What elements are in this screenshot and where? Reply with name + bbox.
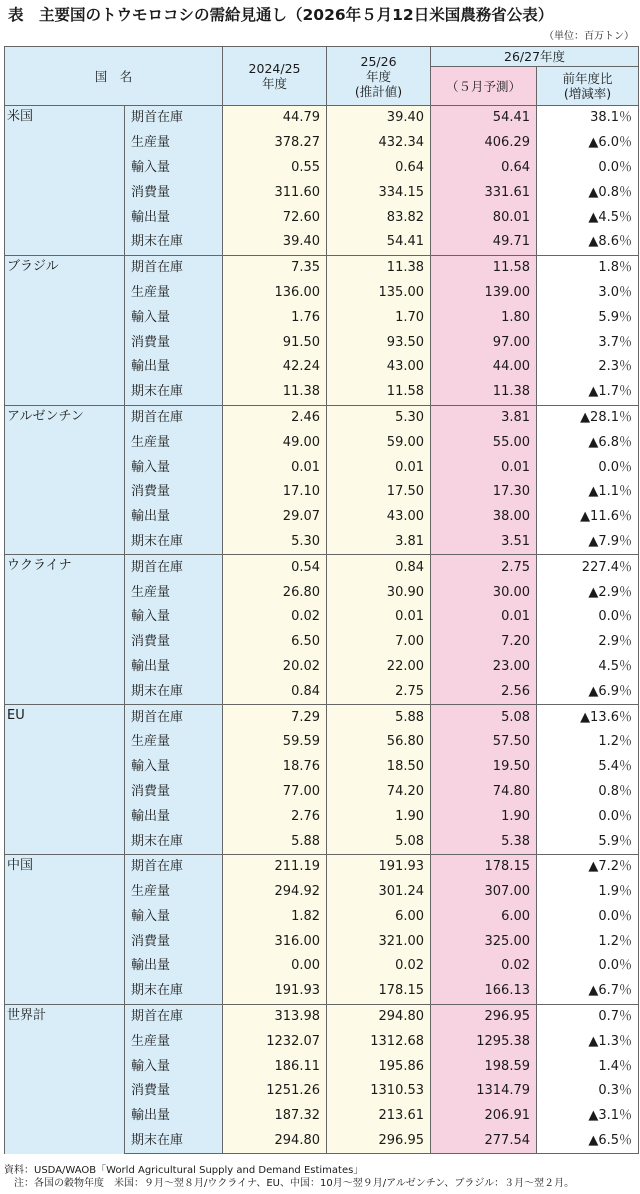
value-25-26: 0.01 [327,455,431,480]
value-yoy-change: 5.4％ [537,755,639,780]
row-item-label: 生産量 [125,730,223,755]
row-item-label: 輸出量 [125,655,223,680]
value-25-26: 3.81 [327,530,431,555]
value-2024-25: 6.50 [223,630,327,655]
row-item-label: 生産量 [125,430,223,455]
value-2024-25: 294.80 [223,1129,327,1154]
value-26-27-forecast: 2.56 [431,679,537,704]
value-25-26: 5.08 [327,829,431,854]
value-25-26: 135.00 [327,281,431,306]
value-yoy-change: ▲6.9％ [537,679,639,704]
country-name: 世界計 [5,1004,125,1154]
value-26-27-forecast: 198.59 [431,1054,537,1079]
value-yoy-change: ▲3.1％ [537,1104,639,1129]
value-2024-25: 77.00 [223,780,327,805]
value-26-27-forecast: 2.75 [431,555,537,580]
value-yoy-change: ▲4.5％ [537,205,639,230]
row-item-label: 生産量 [125,281,223,306]
header-change: 前年度比 (増減率) [537,67,639,106]
value-2024-25: 1.82 [223,905,327,930]
value-yoy-change: ▲0.8％ [537,180,639,205]
value-26-27-forecast: 166.13 [431,979,537,1004]
row-item-label: 生産量 [125,580,223,605]
value-26-27-forecast: 277.54 [431,1129,537,1154]
value-26-27-forecast: 74.80 [431,780,537,805]
country-name: アルゼンチン [5,405,125,555]
value-yoy-change: 0.8％ [537,780,639,805]
row-item-label: 期末在庫 [125,679,223,704]
value-2024-25: 20.02 [223,655,327,680]
value-26-27-forecast: 1314.79 [431,1079,537,1104]
value-25-26: 17.50 [327,480,431,505]
value-26-27-forecast: 331.61 [431,180,537,205]
value-yoy-change: ▲2.9％ [537,580,639,605]
value-2024-25: 1251.26 [223,1079,327,1104]
value-2024-25: 7.29 [223,705,327,730]
row-item-label: 消費量 [125,929,223,954]
value-25-26: 6.00 [327,905,431,930]
row-item-label: 消費量 [125,1079,223,1104]
value-yoy-change: 1.2％ [537,730,639,755]
value-2024-25: 29.07 [223,505,327,530]
value-2024-25: 0.02 [223,605,327,630]
value-2024-25: 91.50 [223,330,327,355]
row-item-label: 輸出量 [125,954,223,979]
country-name: EU [5,705,125,855]
value-25-26: 39.40 [327,106,431,131]
header-2024-25: 2024/25 年度 [223,47,327,106]
value-26-27-forecast: 11.58 [431,255,537,280]
value-2024-25: 311.60 [223,180,327,205]
value-26-27-forecast: 7.20 [431,630,537,655]
row-item-label: 輸入量 [125,605,223,630]
source-note: 資料：USDA/WAOB「World Agricultural Supply and Demand Estimates」 [4,1165,364,1176]
country-name: ブラジル [5,255,125,405]
row-item-label: 期末在庫 [125,979,223,1004]
value-yoy-change: ▲11.6％ [537,505,639,530]
value-26-27-forecast: 3.51 [431,530,537,555]
row-item-label: 期首在庫 [125,1004,223,1029]
row-item-label: 期末在庫 [125,829,223,854]
season-note: 注：各国の穀物年度 米国：９月～翌８月/ウクライナ、EU、中国：10月～翌９月/アルゼンチン、ブラジル：３月～翌２月。 [4,1178,575,1189]
row-item-label: 期末在庫 [125,1129,223,1154]
table-row [5,255,639,280]
table-row [5,555,639,580]
header-country: 国 名 [5,47,223,106]
value-25-26: 7.00 [327,630,431,655]
value-2024-25: 39.40 [223,230,327,255]
value-2024-25: 2.46 [223,405,327,430]
value-26-27-forecast: 5.38 [431,829,537,854]
value-yoy-change: 4.5％ [537,655,639,680]
value-yoy-change: 1.8％ [537,255,639,280]
header-26-27-group: 26/27年度 [431,47,639,67]
value-26-27-forecast: 0.02 [431,954,537,979]
value-yoy-change: 1.2％ [537,929,639,954]
row-item-label: 輸入量 [125,305,223,330]
row-item-label: 消費量 [125,480,223,505]
row-item-label: 消費量 [125,780,223,805]
value-yoy-change: ▲8.6％ [537,230,639,255]
value-26-27-forecast: 97.00 [431,330,537,355]
value-25-26: 432.34 [327,131,431,156]
value-25-26: 1312.68 [327,1029,431,1054]
value-yoy-change: 3.7％ [537,330,639,355]
value-25-26: 74.20 [327,780,431,805]
value-26-27-forecast: 38.00 [431,505,537,530]
value-yoy-change: ▲6.0％ [537,131,639,156]
value-2024-25: 42.24 [223,355,327,380]
value-25-26: 213.61 [327,1104,431,1129]
row-item-label: 輸入量 [125,1054,223,1079]
value-26-27-forecast: 307.00 [431,880,537,905]
value-25-26: 30.90 [327,580,431,605]
value-2024-25: 191.93 [223,979,327,1004]
value-26-27-forecast: 206.91 [431,1104,537,1129]
value-26-27-forecast: 3.81 [431,405,537,430]
value-25-26: 43.00 [327,355,431,380]
value-yoy-change: ▲1.7％ [537,380,639,405]
value-2024-25: 1232.07 [223,1029,327,1054]
value-26-27-forecast: 325.00 [431,929,537,954]
value-2024-25: 136.00 [223,281,327,306]
row-item-label: 輸入量 [125,455,223,480]
row-item-label: 消費量 [125,180,223,205]
value-25-26: 2.75 [327,679,431,704]
row-item-label: 期末在庫 [125,380,223,405]
value-25-26: 59.00 [327,430,431,455]
value-26-27-forecast: 80.01 [431,205,537,230]
header-forecast: （５月予測） [431,67,537,106]
value-2024-25: 44.79 [223,106,327,131]
value-2024-25: 0.54 [223,555,327,580]
value-25-26: 93.50 [327,330,431,355]
value-25-26: 0.84 [327,555,431,580]
table-row [5,106,639,131]
value-2024-25: 313.98 [223,1004,327,1029]
row-item-label: 期末在庫 [125,230,223,255]
row-item-label: 消費量 [125,630,223,655]
value-25-26: 43.00 [327,505,431,530]
country-name: ウクライナ [5,555,125,705]
value-25-26: 5.30 [327,405,431,430]
value-25-26: 11.58 [327,380,431,405]
value-2024-25: 0.84 [223,679,327,704]
value-26-27-forecast: 55.00 [431,430,537,455]
row-item-label: 輸入量 [125,755,223,780]
value-25-26: 321.00 [327,929,431,954]
value-25-26: 178.15 [327,979,431,1004]
table-row [5,854,639,879]
row-item-label: 輸入量 [125,905,223,930]
value-26-27-forecast: 30.00 [431,580,537,605]
value-25-26: 54.41 [327,230,431,255]
value-2024-25: 2.76 [223,804,327,829]
value-2024-25: 211.19 [223,854,327,879]
value-yoy-change: ▲7.2％ [537,854,639,879]
value-yoy-change: 5.9％ [537,305,639,330]
row-item-label: 期首在庫 [125,854,223,879]
value-yoy-change: 0.0％ [537,905,639,930]
value-26-27-forecast: 17.30 [431,480,537,505]
value-yoy-change: 0.3％ [537,1079,639,1104]
value-26-27-forecast: 0.64 [431,156,537,181]
row-item-label: 期首在庫 [125,705,223,730]
value-26-27-forecast: 1.90 [431,804,537,829]
value-26-27-forecast: 139.00 [431,281,537,306]
row-item-label: 輸出量 [125,505,223,530]
value-26-27-forecast: 5.08 [431,705,537,730]
value-2024-25: 5.30 [223,530,327,555]
value-yoy-change: ▲28.1％ [537,405,639,430]
value-yoy-change: 227.4％ [537,555,639,580]
value-2024-25: 378.27 [223,131,327,156]
value-yoy-change: ▲1.1％ [537,480,639,505]
value-25-26: 18.50 [327,755,431,780]
value-25-26: 1.90 [327,804,431,829]
value-25-26: 83.82 [327,205,431,230]
value-26-27-forecast: 44.00 [431,355,537,380]
unit-label: （単位：百万トン） [544,31,634,42]
value-2024-25: 5.88 [223,829,327,854]
row-item-label: 期首在庫 [125,555,223,580]
value-25-26: 1310.53 [327,1079,431,1104]
country-name: 中国 [5,854,125,1004]
value-2024-25: 0.01 [223,455,327,480]
table-title: 表 主要国のトウモロコシの需給見通し（2026年５月12日米国農務省公表） [8,6,554,24]
row-item-label: 期末在庫 [125,530,223,555]
value-yoy-change: 1.4％ [537,1054,639,1079]
row-item-label: 輸出量 [125,355,223,380]
row-item-label: 輸出量 [125,804,223,829]
value-2024-25: 59.59 [223,730,327,755]
value-2024-25: 187.32 [223,1104,327,1129]
value-26-27-forecast: 57.50 [431,730,537,755]
value-26-27-forecast: 178.15 [431,854,537,879]
row-item-label: 生産量 [125,880,223,905]
value-yoy-change: 3.0％ [537,281,639,306]
value-yoy-change: 0.0％ [537,156,639,181]
value-25-26: 11.38 [327,255,431,280]
value-yoy-change: 2.9％ [537,630,639,655]
corn-supply-demand-table [4,46,639,1154]
row-item-label: 輸入量 [125,156,223,181]
value-2024-25: 7.35 [223,255,327,280]
row-item-label: 消費量 [125,330,223,355]
value-yoy-change: 38.1％ [537,106,639,131]
header-25-26: 25/26 年度 (推計値) [327,47,431,106]
value-26-27-forecast: 0.01 [431,605,537,630]
row-item-label: 生産量 [125,131,223,156]
value-2024-25: 0.00 [223,954,327,979]
value-yoy-change: 0.7％ [537,1004,639,1029]
table-row [5,1004,639,1029]
table-row [5,705,639,730]
value-2024-25: 316.00 [223,929,327,954]
value-2024-25: 49.00 [223,430,327,455]
value-25-26: 301.24 [327,880,431,905]
value-25-26: 5.88 [327,705,431,730]
value-2024-25: 26.80 [223,580,327,605]
value-25-26: 296.95 [327,1129,431,1154]
value-25-26: 334.15 [327,180,431,205]
value-26-27-forecast: 49.71 [431,230,537,255]
value-26-27-forecast: 406.29 [431,131,537,156]
value-yoy-change: ▲6.8％ [537,430,639,455]
value-2024-25: 0.55 [223,156,327,181]
value-2024-25: 18.76 [223,755,327,780]
value-yoy-change: 0.0％ [537,804,639,829]
value-yoy-change: ▲6.7％ [537,979,639,1004]
value-26-27-forecast: 0.01 [431,455,537,480]
value-25-26: 56.80 [327,730,431,755]
value-26-27-forecast: 54.41 [431,106,537,131]
value-yoy-change: ▲1.3％ [537,1029,639,1054]
value-yoy-change: ▲13.6％ [537,705,639,730]
value-yoy-change: ▲6.5％ [537,1129,639,1154]
value-2024-25: 11.38 [223,380,327,405]
value-2024-25: 17.10 [223,480,327,505]
value-yoy-change: 0.0％ [537,455,639,480]
value-25-26: 191.93 [327,854,431,879]
value-yoy-change: 2.3％ [537,355,639,380]
country-name: 米国 [5,106,125,256]
value-2024-25: 72.60 [223,205,327,230]
value-yoy-change: 1.9％ [537,880,639,905]
value-2024-25: 294.92 [223,880,327,905]
value-26-27-forecast: 1295.38 [431,1029,537,1054]
value-2024-25: 1.76 [223,305,327,330]
value-25-26: 1.70 [327,305,431,330]
value-2024-25: 186.11 [223,1054,327,1079]
value-25-26: 22.00 [327,655,431,680]
value-yoy-change: 0.0％ [537,605,639,630]
value-26-27-forecast: 1.80 [431,305,537,330]
value-26-27-forecast: 23.00 [431,655,537,680]
value-25-26: 294.80 [327,1004,431,1029]
row-item-label: 生産量 [125,1029,223,1054]
value-yoy-change: 5.9％ [537,829,639,854]
value-yoy-change: ▲7.9％ [537,530,639,555]
row-item-label: 期首在庫 [125,405,223,430]
value-26-27-forecast: 6.00 [431,905,537,930]
row-item-label: 期首在庫 [125,255,223,280]
table-body [5,106,639,1154]
value-26-27-forecast: 19.50 [431,755,537,780]
value-26-27-forecast: 11.38 [431,380,537,405]
value-25-26: 195.86 [327,1054,431,1079]
row-item-label: 輸出量 [125,1104,223,1129]
row-item-label: 期首在庫 [125,106,223,131]
value-yoy-change: 0.0％ [537,954,639,979]
value-25-26: 0.64 [327,156,431,181]
footnotes [4,1164,638,1190]
value-26-27-forecast: 296.95 [431,1004,537,1029]
value-25-26: 0.02 [327,954,431,979]
value-25-26: 0.01 [327,605,431,630]
row-item-label: 輸出量 [125,205,223,230]
table-row [5,405,639,430]
